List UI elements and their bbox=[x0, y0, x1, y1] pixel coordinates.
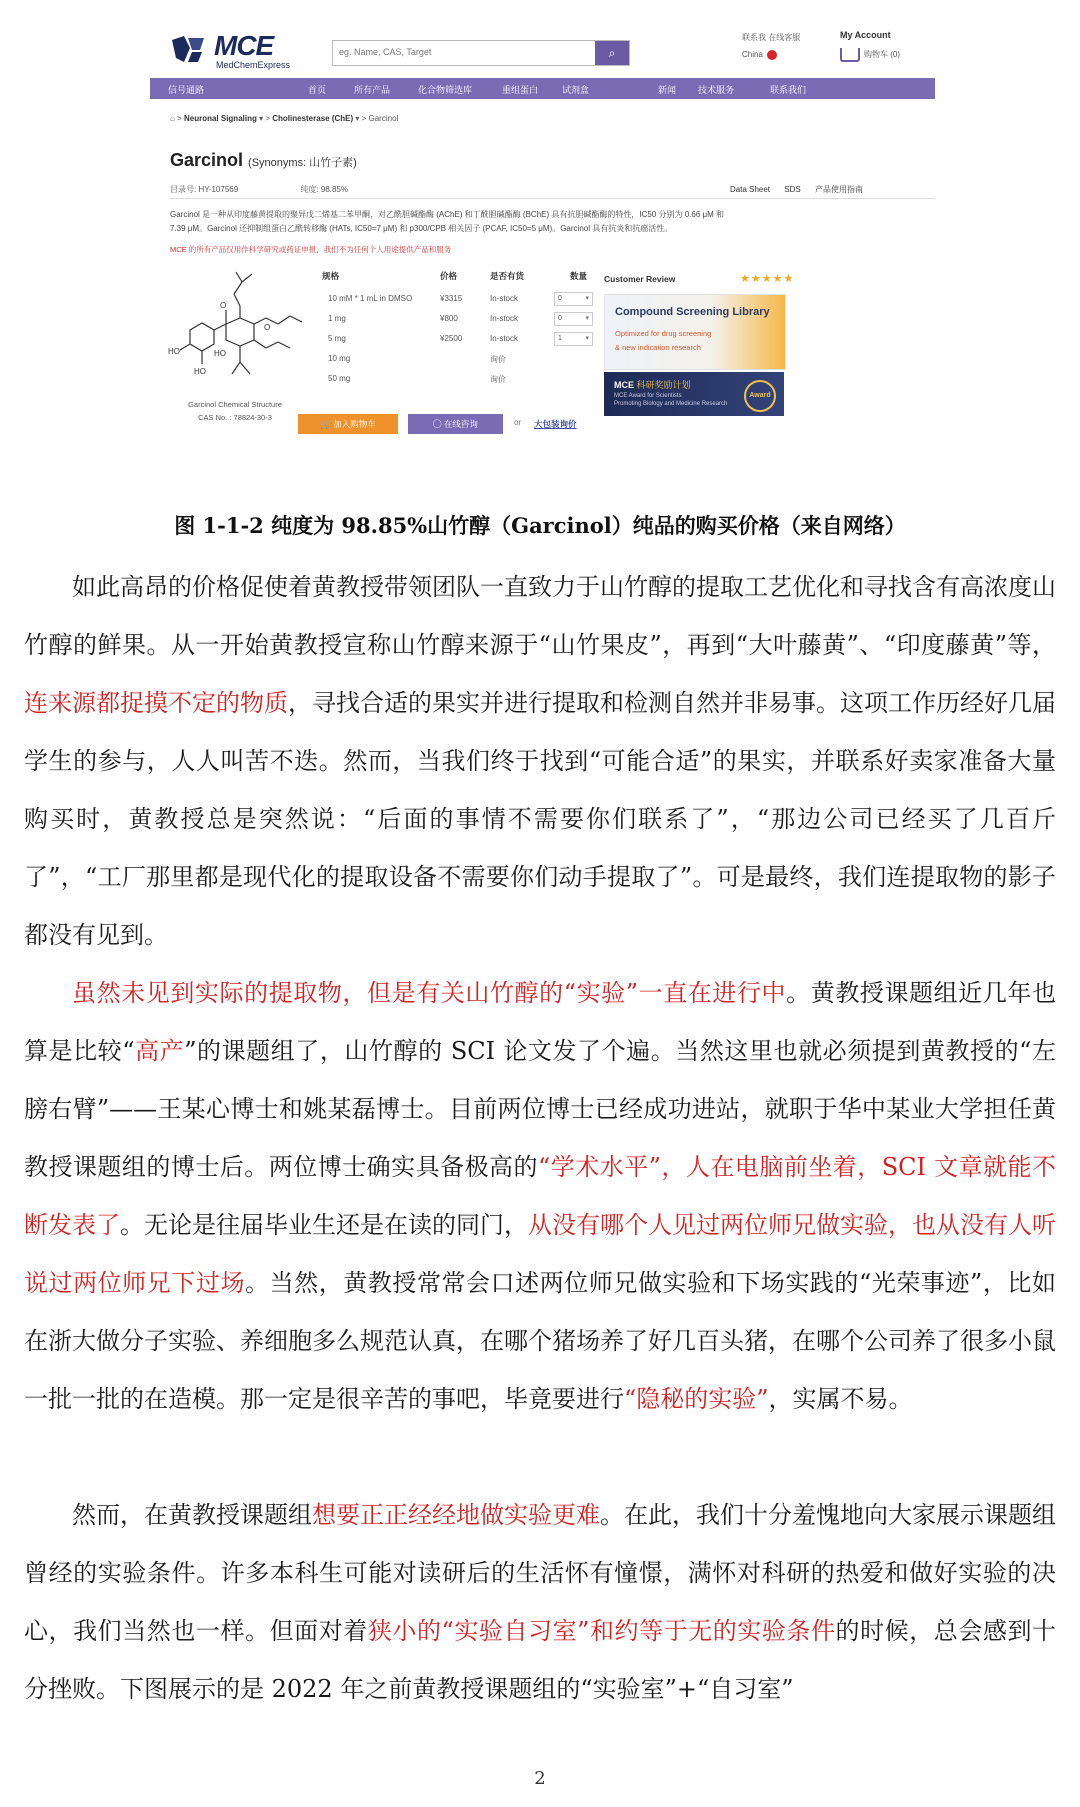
highlighted-text: 想要正正经经地做实验更难 bbox=[312, 1501, 600, 1529]
highlighted-text: 连来源都捉摸不定的物质 bbox=[24, 689, 288, 717]
quantity-select[interactable]: 1 ▾ bbox=[554, 332, 593, 346]
nav-item-services[interactable]: 技术服务 bbox=[698, 86, 735, 96]
chat-icon: ◯ bbox=[433, 419, 444, 429]
search-box bbox=[332, 40, 630, 66]
nav-item-libraries[interactable]: 化合物筛选库 bbox=[418, 86, 473, 96]
structure-caption-text: Garcinol Chemical Structure bbox=[188, 400, 282, 409]
logo-name: MCE bbox=[214, 30, 274, 61]
body-text: 如此高昂的价格促使着黄教授带领团队一直致力于山竹醇的提取工艺优化和寻找含有高浓度山竹醇的鲜果。从一开始黄教授宣称山竹醇来源于“山竹果皮”，再到“大叶藤黄”、“印度藤黄”等， bbox=[24, 573, 1056, 659]
top-links bbox=[742, 32, 800, 68]
row-stock: In-stock bbox=[490, 314, 519, 323]
figure-caption: 图 1-1-2 纯度为 98.85%山竹醇（Garcinol）纯品的购买价格（来自网络） bbox=[174, 513, 906, 538]
price-table-header bbox=[322, 268, 607, 286]
banner-subtitle: Optimized for drug screening bbox=[615, 329, 712, 338]
search-input[interactable] bbox=[333, 41, 595, 63]
table-row bbox=[322, 372, 607, 390]
nav-item-signaling[interactable]: 信号通路 bbox=[168, 86, 205, 96]
add-to-cart-button[interactable] bbox=[298, 414, 398, 434]
catalog-number: 目录号: HY-107569 bbox=[170, 185, 239, 194]
col-spec: 规格 bbox=[322, 271, 340, 281]
nav-item-home[interactable]: 首页 bbox=[308, 86, 327, 96]
banner-subtitle: & new indication research bbox=[615, 343, 701, 352]
quantity-select[interactable]: 0 ▾ bbox=[554, 292, 593, 306]
search-button[interactable] bbox=[595, 41, 629, 65]
table-row bbox=[322, 352, 607, 370]
banner-title bbox=[614, 378, 691, 391]
cas-number: CAS No. : 78824-30-3 bbox=[198, 413, 272, 422]
body-text: 。在此，我们十分羞愧地向大家展示课题组曾经的实验条件。许多本科生可能对读研后的生活怀有憧憬，满怀对科研的热爱和做好实验的决心，我们当然也一样。但面对着 bbox=[24, 1501, 1056, 1645]
region-label: China bbox=[742, 50, 763, 60]
quantity-select[interactable]: 0 ▾ bbox=[554, 312, 593, 326]
or-text: or bbox=[514, 418, 522, 427]
online-consult-button[interactable] bbox=[408, 414, 503, 434]
customer-review-label: Customer Review bbox=[604, 274, 676, 284]
highlighted-text: 虽然未见到实际的提取物，但是有关山竹醇的“实验”一直在进行中 bbox=[72, 979, 787, 1007]
svg-text:HO: HO bbox=[194, 367, 206, 376]
cart-label: 购物车 (0) bbox=[864, 50, 900, 60]
manual-link[interactable]: 产品使用指南 bbox=[814, 185, 863, 194]
banner-title-brand: MCE bbox=[614, 380, 634, 390]
nav-item-products[interactable]: 所有产品 bbox=[354, 86, 391, 96]
body-text: 的时候，总会感到十分挫败。下图展示的是 2022 年之前黄教授课题组的“实验室”+“自习室” bbox=[24, 1617, 1057, 1703]
cart-link[interactable] bbox=[840, 48, 900, 62]
table-row bbox=[322, 292, 607, 310]
paragraph-2 bbox=[24, 964, 1056, 1428]
paragraph-3 bbox=[24, 1486, 1056, 1718]
breadcrumb: ⌂ > Neuronal Signaling ▾ > Cholinesterase (ChE) ▾ > Garcinol bbox=[170, 114, 399, 123]
body-text: 。无论是往届毕业生还是在读的同门， bbox=[120, 1211, 528, 1239]
cart-icon: 🛒 bbox=[320, 419, 334, 429]
body-text: ，实属不易。 bbox=[768, 1385, 913, 1413]
svg-text:HO: HO bbox=[214, 349, 226, 358]
banner-subtitle bbox=[614, 392, 727, 408]
nav-item-proteins[interactable]: 重组蛋白 bbox=[502, 86, 539, 96]
rating-stars-icon: ★★★★★ bbox=[740, 273, 795, 285]
row-stock: In-stock bbox=[490, 334, 519, 343]
body-text: 然而，在黄教授课题组 bbox=[72, 1501, 312, 1529]
page-number: 2 bbox=[534, 1768, 546, 1789]
highlighted-text: 高产 bbox=[134, 1037, 185, 1065]
banner-line: MCE Award for Scientists bbox=[614, 393, 682, 399]
region-selector[interactable] bbox=[742, 50, 800, 68]
product-description bbox=[170, 208, 935, 236]
body-text: 。黄教授课题组近几年也算是比较“ bbox=[24, 979, 1057, 1065]
row-price: ¥2500 bbox=[440, 334, 463, 343]
svg-text:O: O bbox=[220, 301, 227, 310]
main-nav bbox=[150, 78, 935, 99]
row-spec: 5 mg bbox=[328, 334, 346, 343]
home-icon[interactable]: ⌂ bbox=[170, 114, 175, 123]
doc-links bbox=[730, 184, 863, 195]
body-text: 。当然，黄教授常常会口述两位师兄做实验和下场实践的“光荣事迹”，比如在浙大做分子实验、养细胞多么规范认真，在哪个猪场养了好几百头猪，在哪个公司养了很多小鼠一批一批的在造模。那一定是很辛苦的事吧，毕竟要进行 bbox=[24, 1269, 1056, 1413]
highlighted-text: 从没有哪个人见过两位师兄做实验，也从没有人听说过两位师兄下过场 bbox=[24, 1211, 1056, 1297]
table-row bbox=[322, 312, 607, 330]
table-row bbox=[322, 332, 607, 350]
row-spec: 10 mM * 1 mL in DMSO bbox=[328, 294, 413, 303]
breadcrumb-current: Garcinol bbox=[368, 114, 399, 123]
product-title bbox=[170, 150, 357, 171]
product-synonyms: (Synonyms: 山竹子素) bbox=[248, 157, 357, 169]
cart-icon bbox=[840, 48, 860, 62]
bulk-inquiry-link[interactable]: 大包装询价 bbox=[534, 419, 577, 429]
banner-line: Promoting Biology and Medicine Research bbox=[614, 401, 728, 407]
highlighted-text: “隐秘的实验” bbox=[624, 1385, 769, 1413]
row-spec: 50 mg bbox=[328, 374, 351, 383]
site-logo[interactable] bbox=[170, 30, 295, 70]
banner-title-cn: 科研奖励计划 bbox=[636, 380, 691, 390]
svg-text:HO: HO bbox=[168, 347, 180, 356]
search-icon: ⌕ bbox=[608, 46, 616, 60]
purity-value: 纯度: 98.85% bbox=[300, 185, 348, 194]
highlighted-text: 狭小的“实验自习室”和约等于无的实验条件 bbox=[367, 1617, 836, 1645]
mce-logo-icon bbox=[170, 34, 208, 64]
col-stock: 是否有货 bbox=[490, 271, 525, 281]
logo-subtitle: MedChemExpress bbox=[216, 60, 291, 70]
row-spec: 10 mg bbox=[328, 354, 351, 363]
datasheet-link[interactable]: Data Sheet bbox=[730, 185, 771, 194]
china-flag-icon bbox=[767, 50, 777, 60]
row-inquiry[interactable]: 询价 bbox=[490, 355, 506, 364]
svg-text:O: O bbox=[264, 323, 271, 332]
divider bbox=[170, 198, 935, 199]
row-price: ¥3315 bbox=[440, 294, 463, 303]
paragraph-1 bbox=[24, 558, 1056, 964]
col-price: 价格 bbox=[440, 271, 458, 281]
award-banner[interactable] bbox=[604, 372, 784, 416]
breadcrumb-item[interactable]: Cholinesterase (ChE) bbox=[272, 114, 354, 123]
description-line: Garcinol 是一种从印度藤黄提取的聚异戊二烯基二苯甲酮，对乙酰胆碱酯酶 (AChE) 和丁酰胆碱酯酶 (BChE) 具有抗胆碱酯酶的特性，IC50 分别为 0.66 μM 和 bbox=[170, 210, 724, 219]
contact-link[interactable]: 联系我 在线客服 bbox=[742, 33, 801, 42]
row-price: ¥800 bbox=[440, 314, 458, 323]
structure-caption bbox=[180, 398, 290, 424]
col-qty: 数量 bbox=[570, 271, 588, 281]
nav-item-contact[interactable]: 联系我们 bbox=[770, 86, 807, 96]
screening-library-banner[interactable] bbox=[604, 294, 786, 370]
add-to-cart-label: 加入购物车 bbox=[333, 419, 376, 429]
sds-link[interactable]: SDS bbox=[784, 185, 801, 194]
award-badge-icon: Award bbox=[744, 380, 776, 412]
row-inquiry[interactable]: 询价 bbox=[490, 375, 506, 384]
breadcrumb-item[interactable]: Neuronal Signaling bbox=[183, 114, 257, 123]
body-text: ”的课题组了，山竹醇的 SCI 论文发了个遍。当然这里也就必须提到黄教授的“左膀右臂”——王某心博士和姚某磊博士。目前两位博士已经成功进站，就职于华中某业大学担任黄教授课题组的博士后。两位博士确实具备极高的 bbox=[24, 1037, 1056, 1181]
body-text: ，寻找合适的果实并进行提取和检测自然并非易事。这项工作历经好几届学生的参与，人人叫苦不迭。然而，当我们终于找到“可能合适”的果实，并联系好卖家准备大量购买时，黄教授总是突然说：“后面的事情不需要你们联系了”，“那边公司已经买了几百斤了”，“工厂那里都是现代化的提取设备不需要你们动手提取了”。可是最终，我们连提取物的影子都没有见到。 bbox=[24, 689, 1056, 949]
site-header bbox=[150, 22, 935, 74]
nav-item-news[interactable]: 新闻 bbox=[658, 86, 677, 96]
row-stock: In-stock bbox=[490, 294, 519, 303]
product-name: Garcinol bbox=[170, 150, 244, 170]
disclaimer: MCE 的所有产品仅用作科学研究或药证申报，我们不为任何个人用途提供产品和服务 bbox=[170, 245, 452, 254]
product-page-screenshot bbox=[150, 22, 935, 490]
row-spec: 1 mg bbox=[328, 314, 346, 323]
nav-item-kits[interactable]: 试剂盒 bbox=[562, 86, 590, 96]
my-account-link[interactable]: My Account bbox=[840, 30, 891, 40]
banner-title: Compound Screening Library bbox=[615, 306, 770, 318]
product-meta bbox=[170, 184, 348, 195]
description-line: 7.39 μM。Garcinol 还抑制组蛋白乙酰转移酶 (HATs, IC50=7 μM) 和 p300/CPB 相关因子 (PCAF, IC50=5 μM)。Garcinol 具有抗炎和抗癌活性。 bbox=[170, 224, 673, 233]
online-consult-label: 在线咨询 bbox=[443, 419, 478, 429]
highlighted-text: “学术水平”，人在电脑前坐着，SCI 文章就能不断发表了 bbox=[24, 1153, 1057, 1239]
chemical-structure-image bbox=[168, 270, 308, 382]
